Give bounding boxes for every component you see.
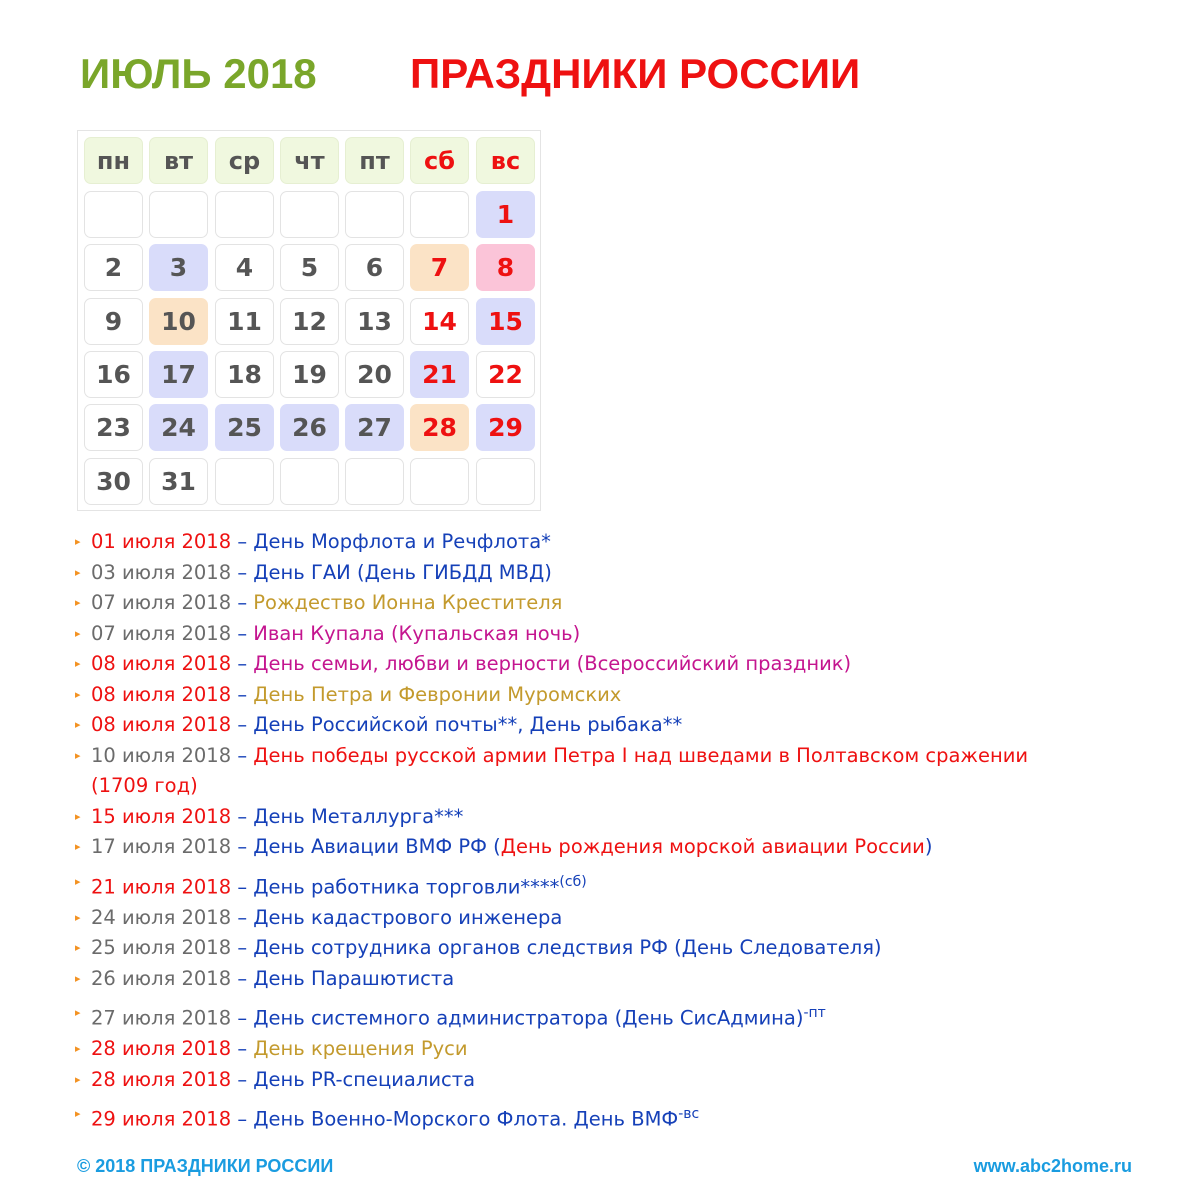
calendar-day: 22 (476, 351, 535, 398)
holiday-date: 08 июля 2018 (91, 652, 232, 675)
calendar-day: 25 (215, 404, 274, 451)
calendar-empty-cell (410, 191, 469, 238)
calendar-empty-cell (215, 191, 274, 238)
calendar-empty-cell (84, 191, 143, 238)
calendar-day: 18 (215, 351, 274, 398)
calendar-empty-cell (345, 458, 404, 505)
holiday-item (72, 1065, 1172, 1096)
calendar-day: 28 (410, 404, 469, 451)
holiday-separator: – (231, 1107, 254, 1131)
holiday-separator: – (231, 652, 254, 675)
holiday-separator: – (231, 966, 254, 990)
bullet-arrow-icon: ▸ (75, 748, 81, 762)
holiday-name: День Металлурга*** (253, 804, 464, 828)
calendar-day: 21 (410, 351, 469, 398)
holiday-name: ) (924, 835, 933, 858)
holiday-separator: – (231, 1067, 254, 1091)
holiday-weekday-note: -вс (678, 1106, 700, 1122)
holiday-date: 01 июля 2018 (91, 530, 232, 553)
month-title: ИЮЛЬ 2018 (80, 50, 317, 97)
holiday-separator: – (231, 682, 254, 706)
calendar-day: 26 (280, 404, 339, 451)
holiday-item (72, 903, 1172, 934)
calendar-day: 27 (345, 404, 404, 451)
bullet-arrow-icon: ▸ (75, 840, 81, 853)
calendar-empty-cell (215, 458, 274, 505)
bullet-arrow-icon: ▸ (75, 1042, 81, 1055)
holiday-date: 29 июля 2018 (91, 1107, 232, 1131)
holiday-name: День Военно-Морского Флота. День ВМФ (253, 1107, 679, 1131)
holiday-date: 08 июля 2018 (91, 682, 232, 706)
holiday-name: День рождения морской авиации России (500, 835, 925, 858)
bullet-arrow-icon: ▸ (75, 535, 81, 548)
bullet-arrow-icon: ▸ (75, 718, 81, 731)
holiday-date: 03 июля 2018 (91, 560, 232, 584)
holiday-date: 28 июля 2018 (91, 1067, 232, 1091)
calendar-empty-cell (410, 458, 469, 505)
holiday-date: 07 июля 2018 (91, 591, 232, 614)
calendar-day: 31 (149, 458, 208, 505)
holiday-name: День Парашютиста (253, 966, 455, 990)
holiday-name: День PR-специалиста (253, 1067, 476, 1091)
holiday-weekday-note: (сб) (559, 873, 587, 890)
bullet-arrow-icon: ▸ (75, 910, 81, 924)
bullet-arrow-icon: ▸ (75, 809, 81, 823)
holiday-item (72, 741, 1091, 802)
bullet-arrow-icon: ▸ (75, 687, 81, 701)
calendar-grid (77, 130, 541, 511)
calendar-day: 16 (84, 351, 143, 398)
holiday-name: Рождество Ионна Крестителя (253, 591, 563, 614)
holiday-list (72, 527, 1172, 1135)
holiday-name: День Российской почты**, День рыбака** (253, 713, 683, 736)
calendar-day: 8 (476, 244, 535, 291)
holiday-separator: – (231, 1006, 254, 1030)
holiday-date: 28 июля 2018 (91, 1037, 232, 1060)
calendar-day: 11 (215, 298, 274, 345)
holiday-date: 07 июля 2018 (91, 621, 232, 645)
weekday-header: пт (345, 137, 404, 184)
holiday-date: 21 июля 2018 (91, 875, 232, 898)
holiday-separator: – (231, 591, 254, 614)
holiday-item (72, 998, 1172, 1034)
calendar-day: 3 (149, 244, 208, 291)
holiday-item (72, 527, 1172, 558)
holiday-name: День системного администратора (День СисАдмина) (253, 1006, 804, 1030)
bullet-arrow-icon: ▸ (75, 941, 81, 954)
holiday-item (72, 867, 1172, 903)
holiday-separator: – (231, 804, 254, 828)
holiday-name: Иван Купала (Купальская ночь) (253, 621, 581, 645)
calendar-day: 23 (84, 404, 143, 451)
calendar-day: 14 (410, 298, 469, 345)
calendar-day: 12 (280, 298, 339, 345)
holiday-separator: – (231, 713, 254, 736)
bullet-arrow-icon: ▸ (75, 626, 81, 640)
bullet-arrow-icon: ▸ (75, 1072, 81, 1086)
holiday-date: 08 июля 2018 (91, 713, 232, 736)
calendar-day: 9 (84, 298, 143, 345)
calendar-day: 19 (280, 351, 339, 398)
holiday-name: День Морфлота и Речфлота* (253, 530, 551, 553)
weekday-header: пн (84, 137, 143, 184)
holiday-item (72, 1099, 1172, 1135)
bullet-arrow-icon: ▸ (75, 565, 81, 579)
bullet-arrow-icon: ▸ (75, 971, 81, 985)
holiday-item (72, 649, 1172, 680)
calendar-day: 15 (476, 298, 535, 345)
weekday-header: чт (280, 137, 339, 184)
holiday-name: День кадастрового инженера (253, 905, 563, 929)
calendar-day: 5 (280, 244, 339, 291)
holiday-item (72, 710, 1172, 741)
holiday-item (72, 832, 1172, 863)
holiday-name: День семьи, любви и верности (Всероссийский праздник) (253, 652, 852, 675)
calendar-empty-cell (476, 458, 535, 505)
holiday-date: 10 июля 2018 (91, 743, 232, 767)
bullet-arrow-icon: ▸ (75, 1107, 81, 1120)
holiday-separator: – (231, 743, 254, 767)
weekday-header: ср (215, 137, 274, 184)
holiday-name: День крещения Руси (253, 1037, 468, 1060)
holiday-date: 15 июля 2018 (91, 804, 232, 828)
holiday-item (72, 802, 1172, 833)
calendar-day: 20 (345, 351, 404, 398)
calendar-day: 7 (410, 244, 469, 291)
holiday-separator: – (231, 875, 254, 898)
bullet-arrow-icon: ▸ (75, 596, 81, 609)
weekday-header: вс (476, 137, 535, 184)
bullet-arrow-icon: ▸ (75, 657, 81, 670)
calendar-empty-cell (149, 191, 208, 238)
bullet-arrow-icon: ▸ (75, 1006, 81, 1019)
holiday-item (72, 933, 1172, 964)
holiday-weekday-note: -пт (803, 1005, 826, 1021)
holiday-separator: – (231, 621, 254, 645)
calendar-day: 13 (345, 298, 404, 345)
holiday-name: День Петра и Февронии Муромских (253, 682, 622, 706)
calendar-day: 17 (149, 351, 208, 398)
bullet-arrow-icon: ▸ (75, 874, 81, 888)
calendar-day: 29 (476, 404, 535, 451)
holiday-name: День Авиации ВМФ РФ ( (253, 835, 501, 858)
holiday-item (72, 964, 1172, 995)
holiday-separator: – (231, 530, 254, 553)
holiday-item (72, 1034, 1172, 1065)
weekday-header: вт (149, 137, 208, 184)
holiday-date: 25 июля 2018 (91, 936, 232, 959)
footer-copyright: © 2018 ПРАЗДНИКИ РОССИИ (77, 1156, 334, 1176)
page-title: ПРАЗДНИКИ РОССИИ (410, 50, 861, 97)
holiday-separator: – (231, 835, 254, 858)
weekday-header: сб (410, 137, 469, 184)
holiday-date: 17 июля 2018 (91, 835, 232, 858)
calendar-day: 6 (345, 244, 404, 291)
holiday-name: День ГАИ (День ГИБДД МВД) (253, 560, 552, 584)
holiday-item (72, 558, 1172, 589)
holiday-item (72, 680, 1172, 711)
calendar-empty-cell (345, 191, 404, 238)
calendar-day: 2 (84, 244, 143, 291)
holiday-item (72, 619, 1172, 650)
holiday-date: 26 июля 2018 (91, 966, 232, 990)
calendar-day: 24 (149, 404, 208, 451)
holiday-name: День сотрудника органов следствия РФ (День Следователя) (253, 936, 882, 959)
holiday-name: День работника торговли**** (253, 875, 560, 898)
holiday-item (72, 588, 1172, 619)
calendar-day: 1 (476, 191, 535, 238)
calendar-day: 10 (149, 298, 208, 345)
holiday-separator: – (231, 936, 254, 959)
calendar-day: 30 (84, 458, 143, 505)
holiday-separator: – (231, 1037, 254, 1060)
holiday-separator: – (231, 905, 254, 929)
calendar-empty-cell (280, 191, 339, 238)
holiday-separator: – (231, 560, 254, 584)
calendar-empty-cell (280, 458, 339, 505)
holiday-name: День победы русской армии Петра I над шведами в Полтавском сражении (1709 год) (91, 743, 1029, 797)
calendar-day: 4 (215, 244, 274, 291)
holiday-date: 27 июля 2018 (91, 1006, 232, 1030)
holiday-date: 24 июля 2018 (91, 905, 232, 929)
footer-site-link[interactable]: www.abc2home.ru (973, 1156, 1132, 1176)
